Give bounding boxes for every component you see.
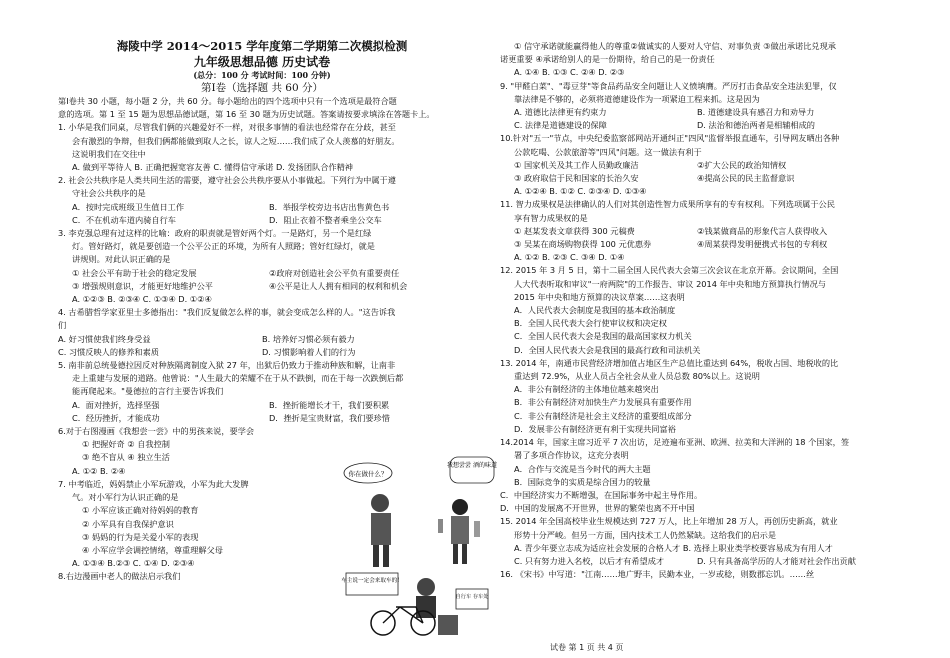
question-stem: 3. 李克强总理有过这样的比喻：政府的职责就是管好两个灯。一是路灯，另一个是红绿 <box>58 228 372 239</box>
question-stem: 10.针对"五一"节点，中央纪委监察部网站开通纠正"四风"监督举报直通车，引导网友晒出各种 <box>500 133 840 144</box>
question-8-choices <box>500 40 880 80</box>
option-a: A. 道德比法律更有约束力 <box>514 107 607 118</box>
choice-line: ① 把握好奇 ② 自我控制 <box>82 439 170 450</box>
question-14 <box>500 436 880 515</box>
option-c: C．全国人民代表大会是我国的最高国家权力机关 <box>514 331 692 342</box>
question-8-stem: 8.右边漫画中老人的做法启示我们 <box>58 571 181 582</box>
choice-4: ④提高公民的民主监督意识 <box>697 173 795 184</box>
question-stem: 署了多项合作协议，这充分表明 <box>514 450 629 461</box>
choice-1: ① 社会公平有助于社会的稳定发展 <box>72 267 197 278</box>
question-12 <box>500 264 880 356</box>
question-stem: 享有智力成果权的是 <box>514 212 588 223</box>
question-stem: 重达到 72.9%，从业人员占全社会从业人员总数 80%以上。这说明 <box>514 371 760 382</box>
option-d: D．中国的发展离不开世界，世界的繁荣也离不开中国 <box>500 503 695 514</box>
option-c: C．中国经济实力不断增强，在国际事务中起主导作用。 <box>500 489 703 500</box>
choice-1: ① 赵某发表文章获得 300 元稿费 <box>514 225 635 236</box>
choice-3: ③ 增强规则意识，才能更好地维护公平 <box>72 280 213 291</box>
choice-2: ②扩大公民的政治知情权 <box>697 159 787 170</box>
question-options: A. ①③④ B.②③ C. ①④ D. ②③④ <box>72 558 195 569</box>
choice-line: 诺更重要 ④承诺给别人的是一份期待，给自己的是一份责任 <box>500 54 715 65</box>
option-c: C．不在机动车道内骑自行车 <box>72 214 176 225</box>
question-stem: 2015 年中央和地方预算的决议草案……这表明 <box>514 291 685 302</box>
question-stem: 形势十分严峻。但另一方面，国内技术工人仍然紧缺。这给我们的启示是 <box>514 529 777 540</box>
cartoon-illustration <box>338 455 498 640</box>
option-d: D．全国人民代表大会是我国的最高行政和司法机关 <box>514 344 701 355</box>
question-stem: 们 <box>58 320 67 331</box>
option-c: C. 法律是道德建设的保障 <box>514 120 607 131</box>
option-b: B．挫折能增长才干，我们要积累 <box>269 399 390 410</box>
question-options: A. ①② B. ②④ <box>72 465 126 476</box>
question-options: A. ①②③ B. ②③④ C. ①③④ D. ①②④ <box>72 294 212 305</box>
question-stem: 讲规则。对此认识正确的是 <box>72 254 171 265</box>
school-title: 海陵中学 2014～2015 学年度第二学期第二次模拟检测 <box>116 39 408 53</box>
option-d: D．挫折是宝贵财富，我们要珍惜 <box>269 412 390 423</box>
option-a: A. 青少年要立志成为适应社会发展的合格人才 B. 选择上职业类学校要容易成为有用人才 <box>514 542 833 553</box>
question-stem: 人大代表听取和审议"一府两院"的工作报告、审议 2014 年中央和地方预算执行情况与 <box>514 278 826 289</box>
question-stem: 气。对小军行为认识正确的是 <box>72 492 179 503</box>
page-footer: 试卷 第 1 页 共 4 页 <box>550 643 624 652</box>
question-stem: 这说明我们在交往中 <box>72 148 146 159</box>
option-a: A．非公有制经济的主体地位越来越突出 <box>514 384 659 395</box>
choice-4: ④公平是让人人拥有相同的权利和机会 <box>269 280 408 291</box>
option-a: A. 好习惯使我们终身受益 <box>58 333 151 344</box>
option-b: B. 道德建设具有感召力和劝导力 <box>697 107 815 118</box>
choice-4: ④ 小军应学会调控情绪，尊重理解父母 <box>82 544 223 555</box>
question-stem: 能再爬起来。"曼德拉的言行主要告诉我们 <box>72 386 224 397</box>
question-4 <box>58 306 466 359</box>
question-11 <box>500 198 880 264</box>
question-options: A. ①④ B. ①③ C. ②④ D. ②③ <box>514 67 625 78</box>
choice-2: ② 小军具有自我保护意识 <box>82 518 174 529</box>
question-5 <box>58 359 466 425</box>
sign-text: 自行车 存车处 <box>455 594 489 600</box>
intro-line: 第Ⅰ卷共 30 小题，每小题 2 分，共 60 分。每小题给出的四个选项中只有一个选项是最符合题 <box>58 96 397 106</box>
option-d: D. 只有具备高学历的人才能对社会作出贡献 <box>697 555 856 566</box>
choice-line: ① 信守承诺就能赢得他人的尊重②做诚实的人要对人守信、对事负责 ③做出承诺比兑现承 <box>514 41 836 51</box>
option-c: C．非公有制经济是社会主义经济的重要组成部分 <box>514 410 692 421</box>
option-c: C. 只有努力进入名校，以后才有希望成才 <box>514 555 665 566</box>
section-title: 第Ⅰ卷（选择题 共 60 分） <box>200 82 324 94</box>
bubble-left-text: 你在做什么？ <box>348 470 388 478</box>
intro-line: 意的选项。第 1 至 15 题为思想品德试题，第 16 至 30 题为历史试题。答案请按要求填涂在答题卡上。 <box>58 109 435 120</box>
question-stem: 2. 社会公共秩序是人类共同生活的需要，遵守社会公共秩序要从小事做起。下列行为中属于遵 <box>58 175 396 186</box>
option-b: B．非公有制经济对加快生产力发展具有重要作用 <box>514 397 692 408</box>
choice-1: ① 国家机关及其工作人员勤政廉洁 <box>514 159 639 170</box>
question-stem: 走上重建与发展的道路。他曾说："人生最大的荣耀不在于从不跌倒，而在于每一次跌倒后都 <box>72 373 404 384</box>
question-stem: 12. 2015 年 3 月 5 日，第十二届全国人民代表大会第三次会议在北京开幕。会议期间，全国 <box>500 265 839 276</box>
question-options: A. ①②④ B. ①② C. ②③④ D. ①③④ <box>514 186 647 197</box>
question-stem: 9. "甲醛白菜"、"毒豆芽"等食品药品安全问题让人义愤填膺。严厉打击食品安全违法犯罪，仅 <box>500 80 837 91</box>
choice-1: ① 小军应该正确对待妈妈的教育 <box>82 505 199 516</box>
question-stem: 公款吃喝、公款旅游等"四风"问题。这一做法有利于 <box>514 146 702 157</box>
question-3 <box>58 227 466 306</box>
question-2 <box>58 174 466 227</box>
question-stem: 13. 2014 年，南通市民营经济增加值占地区生产总值比重达到 64%，税收占国、地税收的比 <box>500 357 839 368</box>
question-stem: 守社会公共秩序的是 <box>72 188 146 199</box>
question-stem: 会有激烈的争辩，但我们俩都能做到取人之长，谅人之短……我们成了众人羡慕的好朋友。 <box>72 135 400 146</box>
choice-2: ②政府对创造社会公平负有重要责任 <box>269 267 400 278</box>
option-b: B. 培养好习惯必须有毅力 <box>262 333 355 344</box>
option-d: D．阻止衣着不整者乘坐公交车 <box>269 214 382 225</box>
question-15 <box>500 515 880 568</box>
bubble-right-text: 我想尝尝 酒的味道 <box>447 462 497 469</box>
choice-line: ③ 绝不盲从 ④ 独立生活 <box>82 452 170 463</box>
question-stem: 1. 小华是我们同桌，尽管我们俩的兴趣爱好不一样，对很多事情的看法也经常存在分歧，甚至 <box>58 122 396 133</box>
question-9 <box>500 80 880 133</box>
option-c: C. 习惯反映人的修养和素质 <box>58 346 159 357</box>
cartoon-bicycle-oldman <box>341 573 489 635</box>
cartoon-wine-boy <box>344 457 497 567</box>
question-stem: 4. 古希腊哲学家亚里士多德指出："我们反复做怎么样的事，就会变成怎么样的人。"这告诉我 <box>58 307 396 318</box>
exam-title: 九年级思想品德 历史试卷 <box>193 55 331 69</box>
right-column <box>500 40 880 581</box>
question-stem: 灯。管好路灯，就是要创造一个公平公正的环境，为所有人照路；管好红绿灯，就是 <box>72 241 375 252</box>
question-stem: 7. 中考临近，妈妈禁止小军玩游戏，小军为此大发脾 <box>58 478 249 489</box>
option-d: D. 习惯影响着人们的行为 <box>262 346 356 357</box>
option-b: B．国际竞争的实质是综合国力的较量 <box>514 476 651 487</box>
score-time: (总分：100 分 考试时间：100 分钟) <box>193 70 331 80</box>
question-stem: 5. 南非前总统曼德拉因反对种族隔离制度入狱 27 年，出狱后仍致力于推动种族和解，让南非 <box>58 360 396 371</box>
option-d: D．发展非公有制经济更有利于实现共同富裕 <box>514 423 676 434</box>
question-1 <box>58 121 466 174</box>
choice-3: ③ 政府取信于民和国家的长治久安 <box>514 173 639 184</box>
choice-3: ③ 吴某在商场购物获得 100 元优惠券 <box>514 239 652 250</box>
option-b: B．全国人民代表大会行使审议权和决定权 <box>514 318 667 329</box>
question-10 <box>500 132 880 198</box>
question-stem: 11. 智力成果权是法律确认的人们对其创造性智力成果所享有的专有权利。下列选项属于公民 <box>500 199 835 210</box>
question-stem: 14.2014 年，国家主席习近平 7 次出访，足迹遍布亚洲、欧洲、拉美和大洋洲的 18 个国家，签 <box>500 437 850 448</box>
option-a: A．人民代表大会制度是我国的基本政治制度 <box>514 305 676 316</box>
option-a: A．面对挫折，选择坚强 <box>72 399 160 410</box>
choice-2: ②钱某做商品的形象代言人获得收入 <box>697 225 828 236</box>
option-a: A．按时完成班级卫生值日工作 <box>72 201 185 212</box>
question-stem: 6.对于右图漫画《我想尝一尝》中的男孩来说，要学会 <box>58 426 255 437</box>
option-a: A．合作与交流是当今时代的两大主题 <box>514 463 651 474</box>
option-d: D. 法治和德治两者是相辅相成的 <box>697 120 815 131</box>
choice-3: ③ 妈妈的行为是关爱小军的表现 <box>82 531 199 542</box>
question-options: A. ①② B. ②③ C. ③④ D. ①④ <box>514 252 625 263</box>
question-options: A. 做到平等待人 B. 正确把握宽容友善 C. 懂得信守承诺 D. 发扬团队合作精神 <box>72 162 353 173</box>
choice-4: ④周某获得发明便携式书包的专利权 <box>697 239 828 250</box>
option-b: B．举报学校旁边书店出售黄色书 <box>269 201 390 212</box>
question-stem: 靠法律是不够的，必须将道德建设作为一项紧迫工程来抓。这是因为 <box>514 93 760 104</box>
question-16-stem: 16. 《宋书》中写道："江南……地广野丰，民勤本业，一岁或稔，则数郡忘饥。……丝 <box>500 569 815 580</box>
option-c: C．经历挫折，才能成功 <box>72 412 160 423</box>
question-13 <box>500 357 880 436</box>
bubble-bottom-text: 车主说一定会来取车的！ <box>341 578 403 584</box>
question-stem: 15. 2014 年全国高校毕业生规模达到 727 万人，比上年增加 28 万人，再创历史新高，就业 <box>500 516 838 527</box>
